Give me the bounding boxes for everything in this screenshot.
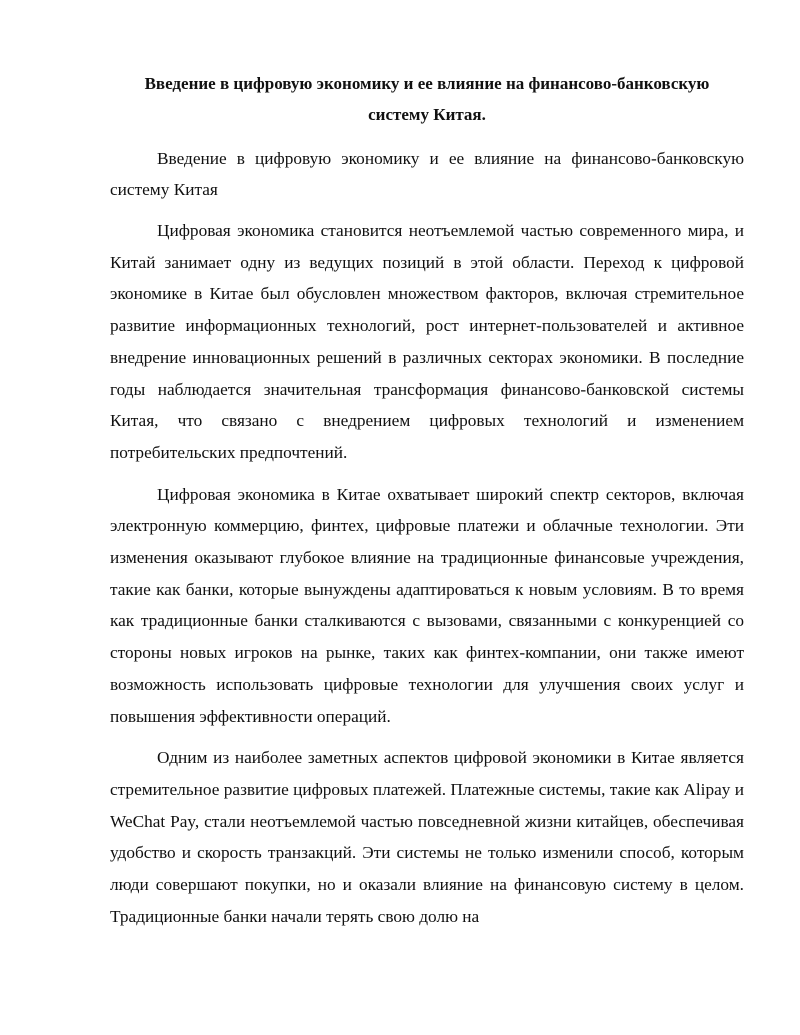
document-title <box>110 68 744 130</box>
paragraph-sectors-and-banks: Цифровая экономика в Китае охватывает широкий спектр секторов, включая электронную коммерцию, финтех, цифровые платежи и облачные технологии. Эти изменения оказывают глубокое влияние на традиционные финансовые учреждения, такие как банки, которые вынуждены адаптироваться к новым условиям. В то время как традиционные банки сталкиваются с вызовами, связанными с конкуренцией со стороны новых игроков на рынке, таких как финтех-компании, они также имеют возможность использовать цифровые технологии для улучшения своих услуг и повышения эффективности операций. <box>110 484 744 726</box>
intro-paragraph: Введение в цифровую экономику и ее влияние на финансово-банковскую систему Китая <box>110 149 744 199</box>
paragraph-digital-economy-overview: Цифровая экономика становится неотъемлемой частью современного мира, и Китай занимает одну из ведущих позиций в этой области. Переход к цифровой экономике в Китае был обусловлен множеством факторов, включая стремительное развитие информационных технологий, рост интернет-пользователей и активное внедрение инновационных решений в различных секторах экономики. В последние годы наблюдается значительная трансформация финансово-банковской системы Китая, что связано с внедрением цифровых технологий и изменением потребительских предпочтений. <box>110 221 744 462</box>
document-title-line-2: систему Китая. <box>368 105 486 124</box>
document-title-line-1: Введение в цифровую экономику и ее влияние на финансово-банковскую <box>144 74 710 93</box>
document-body <box>110 68 744 932</box>
paragraph-digital-payments: Одним из наиболее заметных аспектов цифровой экономики в Китае является стремительное развитие цифровых платежей. Платежные системы, такие как Alipay и WeChat Pay, стали неотъемлемой частью повседневной жизни китайцев, обеспечивая удобство и скорость транзакций. Эти системы не только изменили способ, которым люди совершают покупки, но и оказали влияние на финансовую систему в целом. Традиционные банки начали терять свою долю на <box>110 748 744 926</box>
